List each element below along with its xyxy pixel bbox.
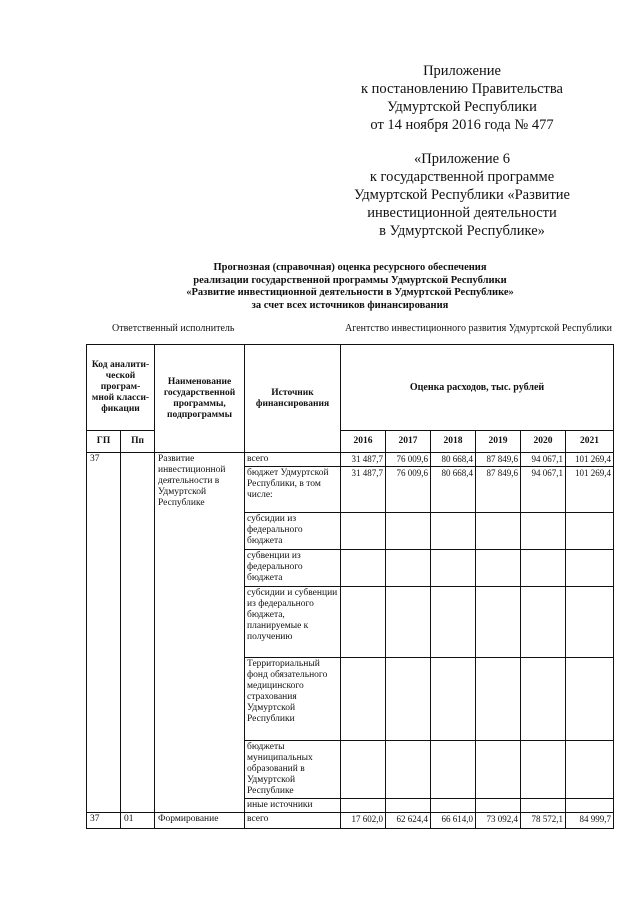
appendix-line: Удмуртской Республики bbox=[387, 99, 537, 115]
header-gp: ГП bbox=[87, 431, 121, 453]
appendix-line: Приложение bbox=[423, 63, 501, 79]
header-year: 2018 bbox=[431, 431, 476, 453]
cell-value: 87 849,6 bbox=[476, 467, 521, 513]
cell-value bbox=[476, 587, 521, 658]
cell-source: всего bbox=[245, 453, 341, 467]
cell-value bbox=[566, 587, 614, 658]
cell-value: 87 849,6 bbox=[476, 453, 521, 467]
cell-value bbox=[521, 513, 566, 550]
cell-value bbox=[566, 658, 614, 741]
cell-value bbox=[476, 799, 521, 813]
appendix-header bbox=[342, 62, 582, 240]
cell-value: 76 009,6 bbox=[386, 467, 431, 513]
cell-value bbox=[341, 550, 386, 587]
header-year: 2021 bbox=[566, 431, 614, 453]
cell-source: всего bbox=[245, 813, 341, 829]
cell-value bbox=[431, 513, 476, 550]
header-source: Источник финансирования bbox=[245, 345, 341, 453]
cell-value bbox=[386, 587, 431, 658]
cell-value bbox=[431, 587, 476, 658]
title-line: Прогнозная (справочная) оценка ресурсного обеспечения bbox=[213, 262, 487, 273]
cell-value bbox=[476, 550, 521, 587]
title-line: «Развитие инвестиционной деятельности в Удмуртской Республике» bbox=[186, 287, 514, 298]
cell-value bbox=[386, 513, 431, 550]
cell-source: субсидии из федерального бюджета bbox=[245, 513, 341, 550]
cell-value bbox=[431, 799, 476, 813]
header-pp: Пп bbox=[121, 431, 155, 453]
appendix-line: инвестиционной деятельности bbox=[367, 205, 557, 221]
cell-value bbox=[386, 550, 431, 587]
cell-value bbox=[521, 658, 566, 741]
header-estimate: Оценка расходов, тыс. рублей bbox=[341, 345, 614, 431]
cell-value bbox=[341, 513, 386, 550]
header-year: 2017 bbox=[386, 431, 431, 453]
cell-value: 17 602,0 bbox=[341, 813, 386, 829]
responsible-executor bbox=[112, 323, 612, 334]
cell-value: 80 668,4 bbox=[431, 453, 476, 467]
cell-source: иные источники bbox=[245, 799, 341, 813]
cell-value: 94 067,1 bbox=[521, 453, 566, 467]
header-code: Код аналити-ческой програм-мной класси-фикации bbox=[87, 345, 155, 431]
cell-value bbox=[341, 741, 386, 799]
cell-value bbox=[386, 741, 431, 799]
table-row bbox=[87, 813, 614, 829]
cell-value bbox=[341, 587, 386, 658]
cell-value bbox=[476, 513, 521, 550]
cell-value: 76 009,6 bbox=[386, 453, 431, 467]
resource-table bbox=[86, 344, 614, 829]
cell-value bbox=[566, 741, 614, 799]
title-line: реализации государственной программы Удмуртской Республики bbox=[193, 274, 507, 286]
title-line: за счет всех источников финансирования bbox=[251, 299, 449, 311]
appendix-line: в Удмуртской Республике» bbox=[379, 223, 545, 239]
header-year: 2020 bbox=[521, 431, 566, 453]
cell-gp: 37 bbox=[87, 453, 121, 813]
cell-value bbox=[386, 658, 431, 741]
table-row bbox=[87, 453, 614, 467]
cell-value bbox=[431, 550, 476, 587]
cell-pp bbox=[121, 453, 155, 813]
appendix-line: к государственной программе bbox=[369, 169, 555, 185]
cell-value: 101 269,4 bbox=[566, 467, 614, 513]
responsible-value: Агентство инвестиционного развития Удмуртской Республики bbox=[345, 323, 612, 334]
cell-value: 78 572,1 bbox=[521, 813, 566, 829]
table-header-row bbox=[87, 345, 614, 431]
cell-value: 62 624,4 bbox=[386, 813, 431, 829]
cell-value bbox=[521, 741, 566, 799]
cell-value bbox=[521, 550, 566, 587]
cell-value bbox=[521, 799, 566, 813]
cell-value bbox=[566, 550, 614, 587]
cell-value: 73 092,4 bbox=[476, 813, 521, 829]
cell-value: 31 487,7 bbox=[341, 467, 386, 513]
cell-value bbox=[476, 741, 521, 799]
cell-source: субсидии и субвенции из федерального бюджета, планируемые к получению bbox=[245, 587, 341, 658]
cell-subprogram-name: Формирование bbox=[155, 813, 245, 829]
cell-value bbox=[341, 799, 386, 813]
cell-value bbox=[566, 513, 614, 550]
cell-gp: 37 bbox=[87, 813, 121, 829]
cell-source: Территориальный фонд обязательного медицинского страхования Удмуртской Республики bbox=[245, 658, 341, 741]
appendix-line: к постановлению Правительства bbox=[361, 81, 563, 97]
cell-source: бюджет Удмуртской Республики, в том числе: bbox=[245, 467, 341, 513]
cell-value: 101 269,4 bbox=[566, 453, 614, 467]
responsible-label: Ответственный исполнитель bbox=[112, 323, 235, 334]
cell-value: 31 487,7 bbox=[341, 453, 386, 467]
cell-value bbox=[341, 658, 386, 741]
header-year: 2016 bbox=[341, 431, 386, 453]
appendix-line: Удмуртской Республики «Развитие bbox=[354, 187, 570, 203]
appendix-line: от 14 ноября 2016 года № 477 bbox=[370, 117, 554, 133]
cell-value: 66 614,0 bbox=[431, 813, 476, 829]
cell-source: бюджеты муниципальных образований в Удмуртской Республике bbox=[245, 741, 341, 799]
cell-value: 80 668,4 bbox=[431, 467, 476, 513]
cell-value bbox=[431, 658, 476, 741]
cell-value bbox=[476, 658, 521, 741]
header-year: 2019 bbox=[476, 431, 521, 453]
appendix-line: «Приложение 6 bbox=[414, 151, 510, 167]
header-name: Наименование государственной программы, подпрограммы bbox=[155, 345, 245, 453]
cell-source: субвенции из федерального бюджета bbox=[245, 550, 341, 587]
cell-program-name: Развитие инвестиционной деятельности в Удмуртской Республике bbox=[155, 453, 245, 813]
cell-pp: 01 bbox=[121, 813, 155, 829]
cell-value: 94 067,1 bbox=[521, 467, 566, 513]
cell-value: 84 999,7 bbox=[566, 813, 614, 829]
header-gap bbox=[342, 134, 582, 150]
cell-value bbox=[386, 799, 431, 813]
cell-value bbox=[431, 741, 476, 799]
cell-value bbox=[566, 799, 614, 813]
cell-value bbox=[521, 587, 566, 658]
report-title bbox=[130, 262, 570, 312]
